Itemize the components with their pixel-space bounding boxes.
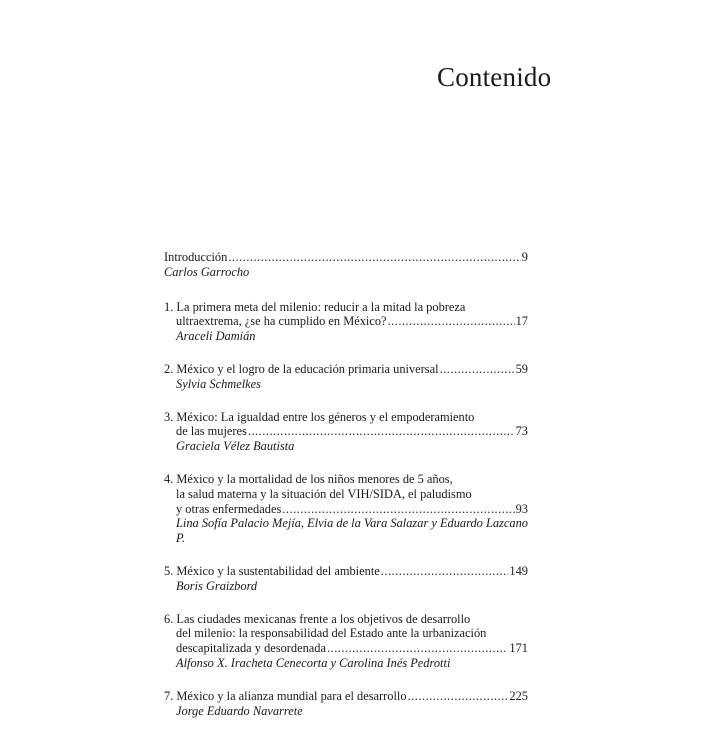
dot-leader [282,502,514,517]
toc-entry-5 [164,564,528,594]
dot-leader [388,314,515,329]
toc-line [164,410,528,425]
toc-entry-title: México y la sustentabilidad del ambiente [176,563,380,578]
toc-entry-3 [164,410,528,454]
dot-leader [248,424,515,439]
toc-entry-title: México: La igualdad entre los géneros y el empoderamiento [176,409,475,424]
toc-author: Carlos Garrocho [164,264,250,279]
toc-entry-intro [164,250,528,280]
table-of-contents [164,250,528,736]
toc-entry-title: México y la mortalidad de los niños menores de 5 años, [176,471,453,486]
toc-line [164,472,528,487]
toc-entry-number: 7. [164,688,174,703]
toc-page-number: 93 [515,501,528,516]
toc-author: Graciela Vélez Bautista [176,439,295,454]
dot-leader [381,564,509,579]
toc-author: Alfonso X. Iracheta Cenecorta y Carolina Inés Pedrotti [176,655,451,670]
toc-entry-4 [164,472,528,546]
toc-line [164,502,528,517]
toc-author: Lina Sofía Palacio Mejía, Elvia de la Vara Salazar y Eduardo Lazcano P. [176,516,528,546]
toc-entry-title: Introducción [164,250,228,264]
toc-entry-number: 2. [164,361,174,376]
dot-leader [440,362,515,377]
toc-line [164,612,528,627]
toc-page-number: 17 [515,314,528,329]
toc-line [164,314,528,329]
toc-page-number: 225 [509,688,528,703]
toc-entry-number: 6. [164,611,174,626]
toc-entry-2 [164,362,528,392]
toc-entry-title: ultraextrema, ¿se ha cumplido en México? [176,314,387,329]
toc-entry-number: 4. [164,471,174,486]
toc-page-number: 9 [521,250,528,264]
toc-entry-title: Las ciudades mexicanas frente a los objetivos de desarrollo [176,611,471,626]
dot-leader [228,250,520,265]
toc-entry-number: 1. [164,299,174,314]
toc-line: del milenio: la responsabilidad del Estado ante la urbanización [176,626,487,641]
toc-line [164,424,528,439]
toc-line [164,689,528,704]
dot-leader [327,641,508,656]
toc-author: Sylvia Schmelkes [176,376,261,391]
toc-entry-1 [164,300,528,344]
toc-entry-6 [164,612,528,671]
toc-entry-number: 3. [164,409,174,424]
toc-author: Jorge Eduardo Navarrete [176,703,303,718]
toc-line: la salud materna y la situación del VIH/SIDA, el paludismo [176,486,472,501]
toc-line [164,362,528,377]
toc-author: Araceli Damián [176,329,256,344]
toc-page-number: 73 [515,424,528,439]
toc-author: Boris Graizbord [176,578,258,593]
toc-page-number: 171 [509,641,528,656]
page-title: Contenido [437,62,552,92]
toc-entry-title: descapitalizada y desordenada [176,641,326,656]
toc-entry-7 [164,689,528,719]
toc-entry-title: La primera meta del milenio: reducir a la mitad la pobreza [176,299,466,314]
toc-entry-title: México y la alianza mundial para el desarrollo [176,688,407,703]
toc-entry-title: de las mujeres [176,424,247,439]
toc-line [164,300,528,315]
toc-line [164,250,528,265]
toc-entry-title: México y el logro de la educación primaria universal [176,361,439,376]
toc-page-number: 149 [509,563,528,578]
toc-line [164,641,528,656]
toc-entry-title: y otras enfermedades [176,501,282,516]
dot-leader [408,689,509,704]
toc-page-number: 59 [515,361,528,376]
toc-entry-number: 5. [164,563,174,578]
toc-line [164,564,528,579]
